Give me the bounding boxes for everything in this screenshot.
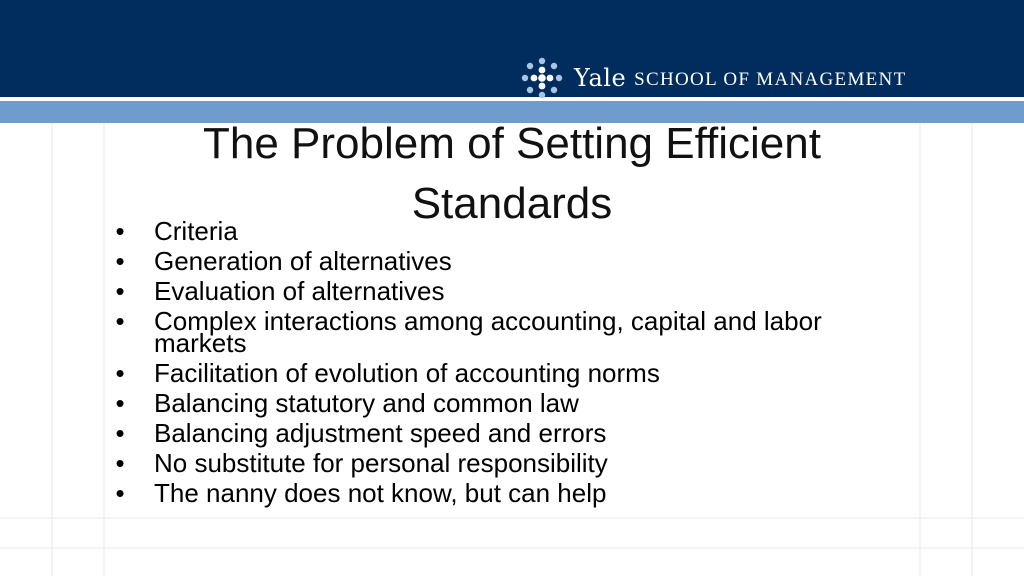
- bullet-text: No substitute for personal responsibility: [154, 448, 608, 478]
- logo-subtitle: SCHOOL OF MANAGEMENT: [634, 68, 907, 90]
- logo-name: Yale: [574, 64, 627, 92]
- bullet-marker: •: [115, 306, 125, 336]
- bullet-text: Balancing statutory and common law: [154, 388, 579, 418]
- bullet-marker: •: [115, 388, 125, 418]
- bullet-marker: •: [115, 448, 125, 478]
- bullet-marker: •: [115, 276, 125, 306]
- bullet-text: Balancing adjustment speed and errors: [154, 418, 607, 448]
- bullet-text: Complex interactions among accounting, capital and labor markets: [154, 306, 822, 358]
- bullet-item: [112, 418, 912, 448]
- bullet-marker: •: [115, 418, 125, 448]
- yale-som-logo: [520, 56, 906, 100]
- bullet-marker: •: [115, 478, 125, 508]
- bullet-item: [112, 388, 912, 418]
- bullet-marker: •: [115, 246, 125, 276]
- bullet-item: [112, 276, 912, 306]
- yale-som-emblem-icon: [520, 56, 564, 100]
- bullet-item: [112, 448, 912, 478]
- bullet-item: [112, 478, 912, 508]
- bullet-marker: •: [115, 358, 125, 388]
- bullet-list: [112, 216, 912, 508]
- bullet-text: Criteria: [154, 216, 238, 246]
- bullet-item: [112, 358, 912, 388]
- bullet-text: Facilitation of evolution of accounting norms: [154, 358, 660, 388]
- bullet-item: [112, 246, 912, 276]
- bullet-text: The nanny does not know, but can help: [154, 478, 607, 508]
- bullet-text: Generation of alternatives: [154, 246, 452, 276]
- bullet-item: [112, 216, 912, 246]
- bullet-marker: •: [115, 216, 125, 246]
- bullet-text: Evaluation of alternatives: [154, 276, 445, 306]
- bullet-item: [112, 306, 912, 358]
- slide-title: The Problem of Setting Efficient Standards: [203, 119, 821, 228]
